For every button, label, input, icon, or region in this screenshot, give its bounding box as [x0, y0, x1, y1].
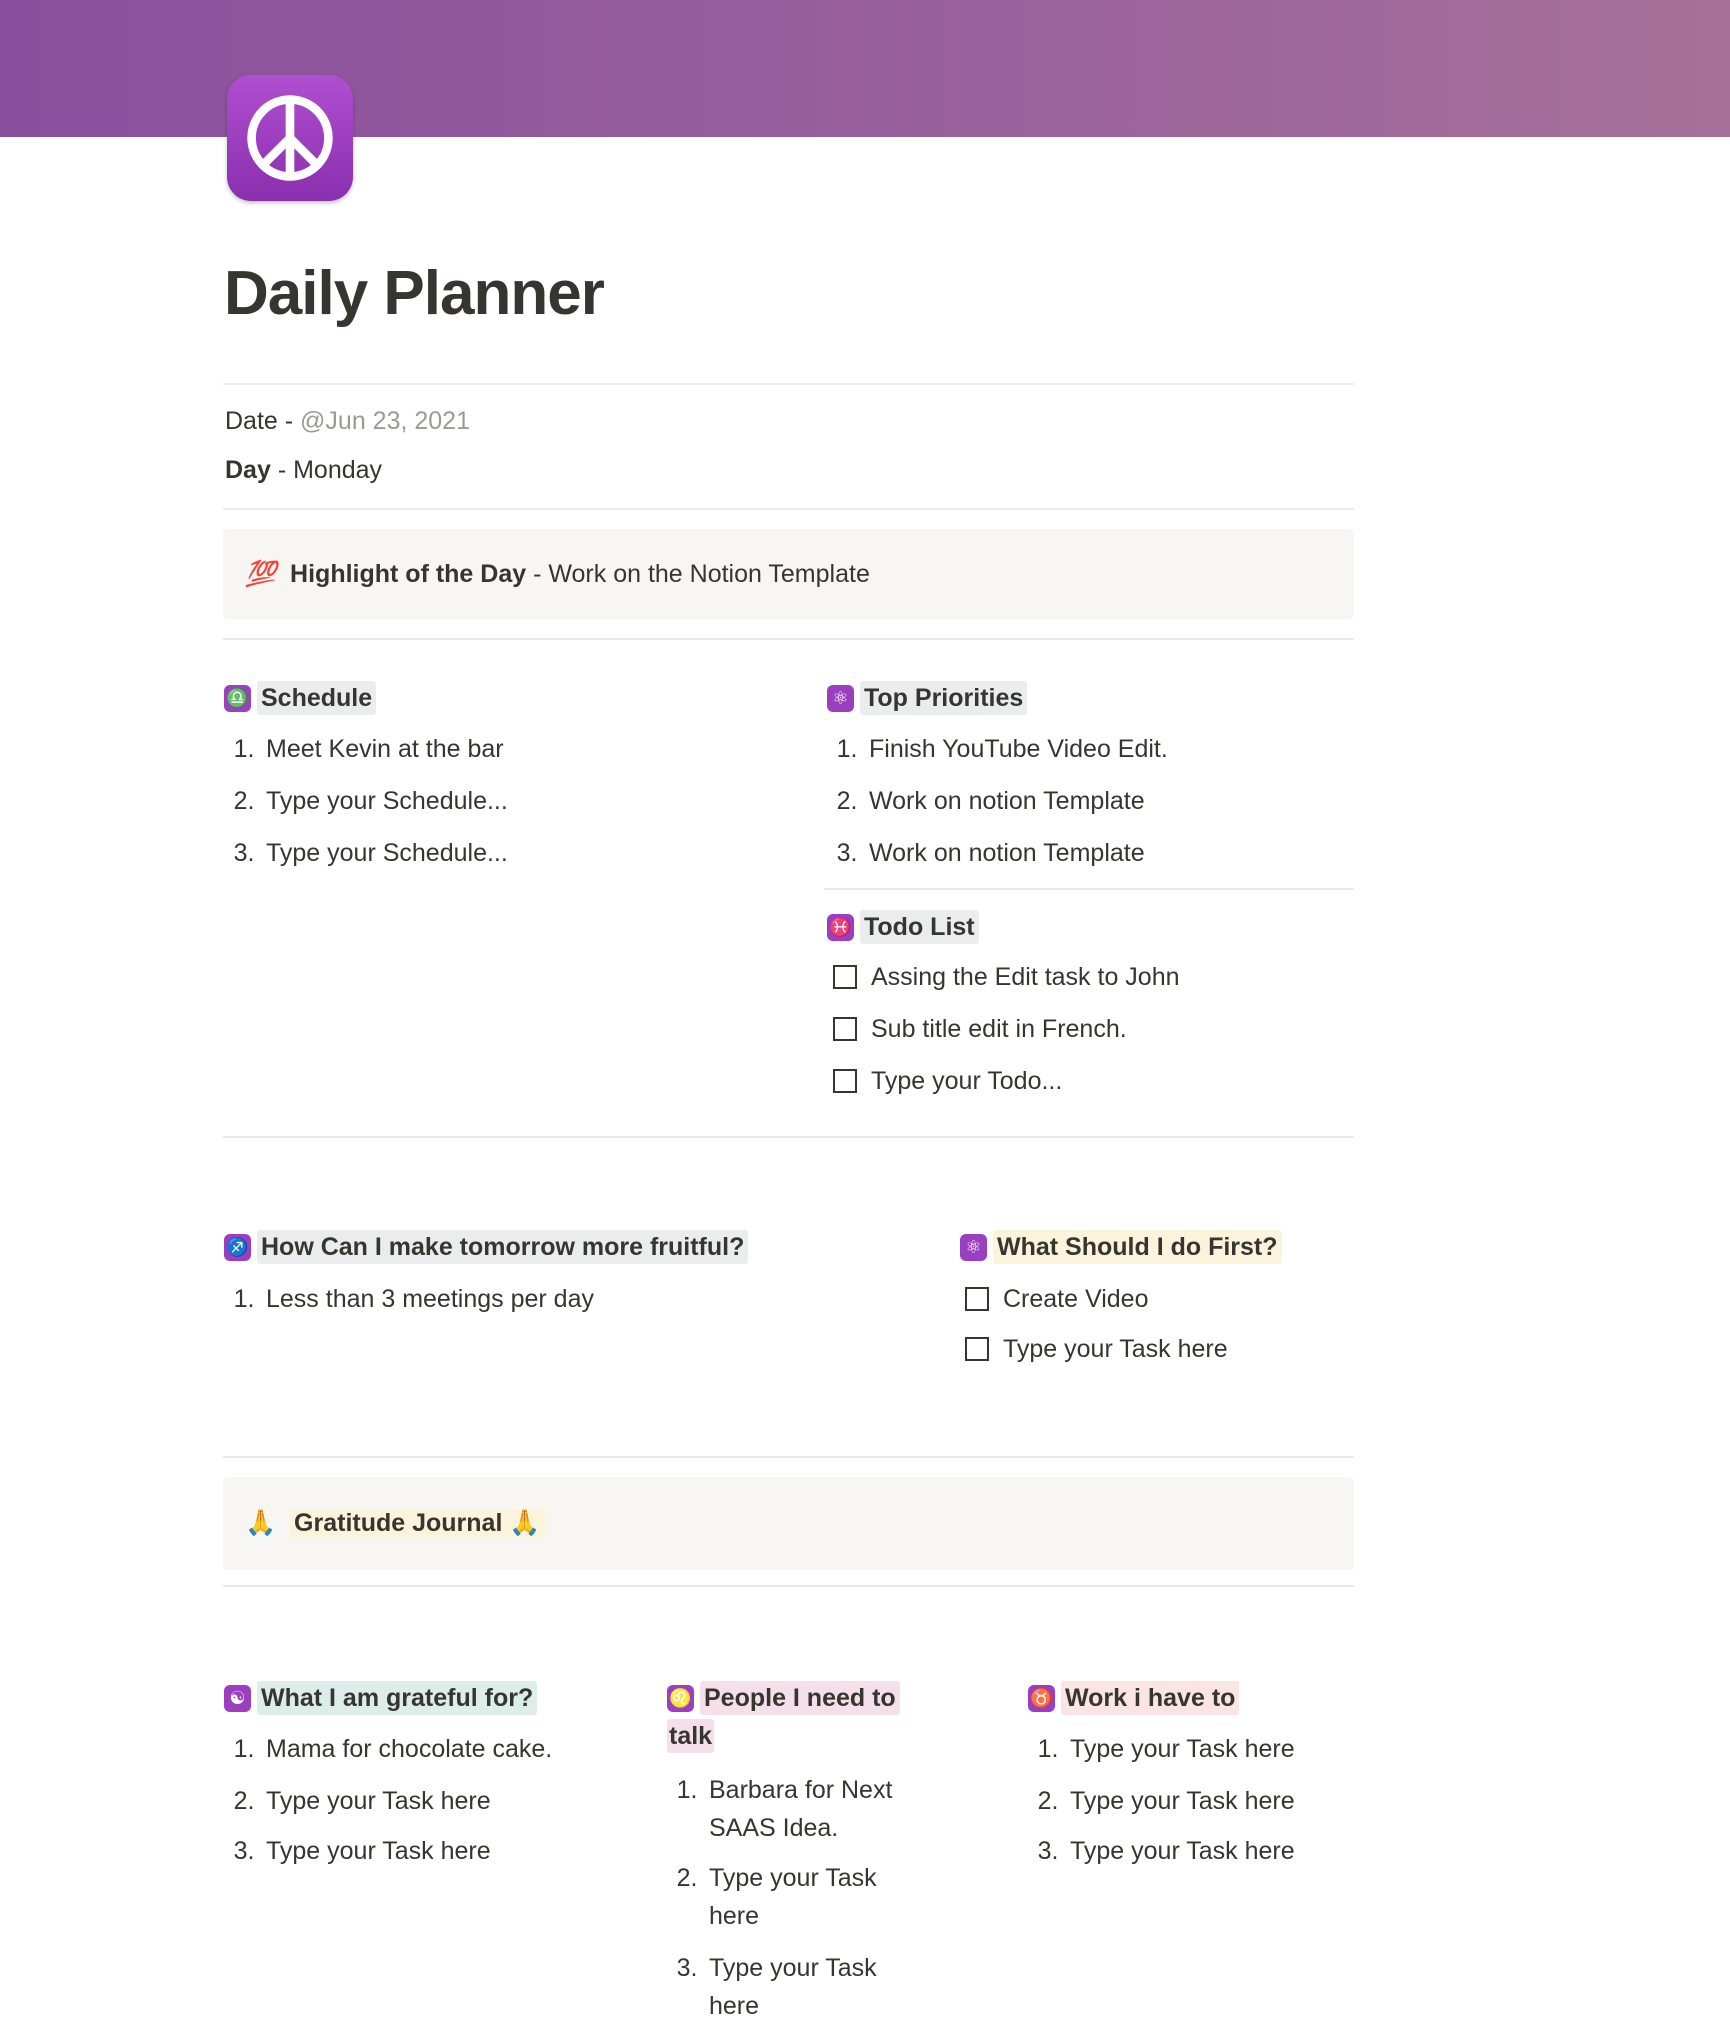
sagittarius-icon: ♐: [224, 1234, 251, 1261]
list-item[interactable]: 3. Type your Task here: [233, 1837, 491, 1865]
checkbox[interactable]: [965, 1337, 989, 1361]
grateful-title: What I am grateful for?: [257, 1681, 537, 1715]
folded-hands-icon: 🙏: [245, 1509, 277, 1537]
list-item[interactable]: 1. Finish YouTube Video Edit.: [836, 735, 1168, 763]
list-item[interactable]: 3. Type your Task here: [1037, 1837, 1295, 1865]
todo-item[interactable]: Type your Task here: [957, 1333, 1228, 1365]
divider: [824, 888, 1354, 890]
day-value: - Monday: [270, 456, 383, 484]
todo-item[interactable]: Sub title edit in French.: [825, 1013, 1127, 1045]
atom-icon: ⚛: [960, 1234, 987, 1261]
fruitful-title: How Can I make tomorrow more fruitful?: [257, 1230, 748, 1264]
checkbox[interactable]: [965, 1287, 989, 1311]
list-item[interactable]: 1. Meet Kevin at the bar: [233, 735, 504, 763]
checkbox[interactable]: [833, 1069, 857, 1093]
list-item[interactable]: 2. Work on notion Template: [836, 787, 1145, 815]
todo-item[interactable]: Type your Todo...: [825, 1065, 1062, 1097]
first-title: What Should I do First?: [993, 1230, 1282, 1264]
divider: [223, 638, 1354, 640]
people-heading-wrap: talk: [667, 1719, 714, 1753]
divider: [223, 1456, 1354, 1458]
highlight-label: Highlight of the Day: [290, 560, 527, 588]
divider: [223, 1136, 1354, 1138]
list-item[interactable]: 1. Less than 3 meetings per day: [233, 1285, 594, 1313]
priorities-title: Top Priorities: [860, 681, 1027, 715]
schedule-title: Schedule: [257, 681, 376, 715]
todo-item[interactable]: Assing the Edit task to John: [825, 961, 1180, 993]
date-property: [225, 405, 470, 437]
todo-item[interactable]: Create Video: [957, 1283, 1148, 1315]
pisces-icon: ♓: [827, 914, 854, 941]
list-item[interactable]: 2. Type your Task here: [676, 1864, 877, 1930]
work-heading: [1028, 1681, 1239, 1715]
folded-hands-icon: 🙏: [509, 1509, 541, 1537]
checkbox[interactable]: [833, 1017, 857, 1041]
libra-icon: ♎: [224, 685, 251, 712]
divider: [223, 508, 1354, 510]
schedule-heading: [224, 681, 376, 715]
highlight-callout[interactable]: [223, 529, 1354, 619]
day-property: [225, 454, 382, 486]
taurus-icon: ♉: [1028, 1685, 1055, 1712]
list-item[interactable]: 2. Type your Task here: [233, 1787, 491, 1815]
people-heading: ♌ People I need to: [667, 1681, 900, 1715]
list-item[interactable]: 3. Type your Schedule...: [233, 839, 508, 867]
todo-heading: [827, 910, 979, 944]
peace-icon[interactable]: [227, 75, 353, 201]
yin-yang-icon: ☯: [224, 1685, 251, 1712]
grateful-heading: [224, 1681, 537, 1715]
divider: [223, 383, 1354, 385]
highlight-value: - Work on the Notion Template: [526, 560, 870, 588]
list-item[interactable]: 1. Type your Task here: [1037, 1735, 1295, 1763]
day-label: Day: [225, 456, 271, 484]
checkbox[interactable]: [833, 965, 857, 989]
divider: [223, 1585, 1354, 1587]
list-item[interactable]: 2. Type your Task here: [1037, 1787, 1295, 1815]
hundred-points-icon: 💯: [245, 560, 277, 588]
first-heading: [960, 1230, 1282, 1264]
list-item[interactable]: 3. Type your Task here: [676, 1954, 877, 2020]
work-title: Work i have to: [1061, 1681, 1239, 1715]
priorities-heading: [827, 681, 1027, 715]
leo-icon: ♌: [667, 1685, 694, 1712]
gratitude-title: Gratitude Journal 🙏: [290, 1509, 544, 1537]
atom-icon: ⚛: [827, 685, 854, 712]
list-item[interactable]: 1. Barbara for Next SAAS Idea.: [676, 1776, 893, 1842]
date-label: Date -: [225, 407, 301, 435]
list-item[interactable]: 1. Mama for chocolate cake.: [233, 1735, 553, 1763]
date-mention[interactable]: @Jun 23, 2021: [300, 407, 470, 435]
page-title[interactable]: Daily Planner: [224, 259, 604, 328]
fruitful-heading: [224, 1230, 748, 1264]
list-item[interactable]: 2. Type your Schedule...: [233, 787, 508, 815]
todo-title: Todo List: [860, 910, 979, 944]
gratitude-callout[interactable]: [223, 1477, 1354, 1570]
list-item[interactable]: 3. Work on notion Template: [836, 839, 1145, 867]
